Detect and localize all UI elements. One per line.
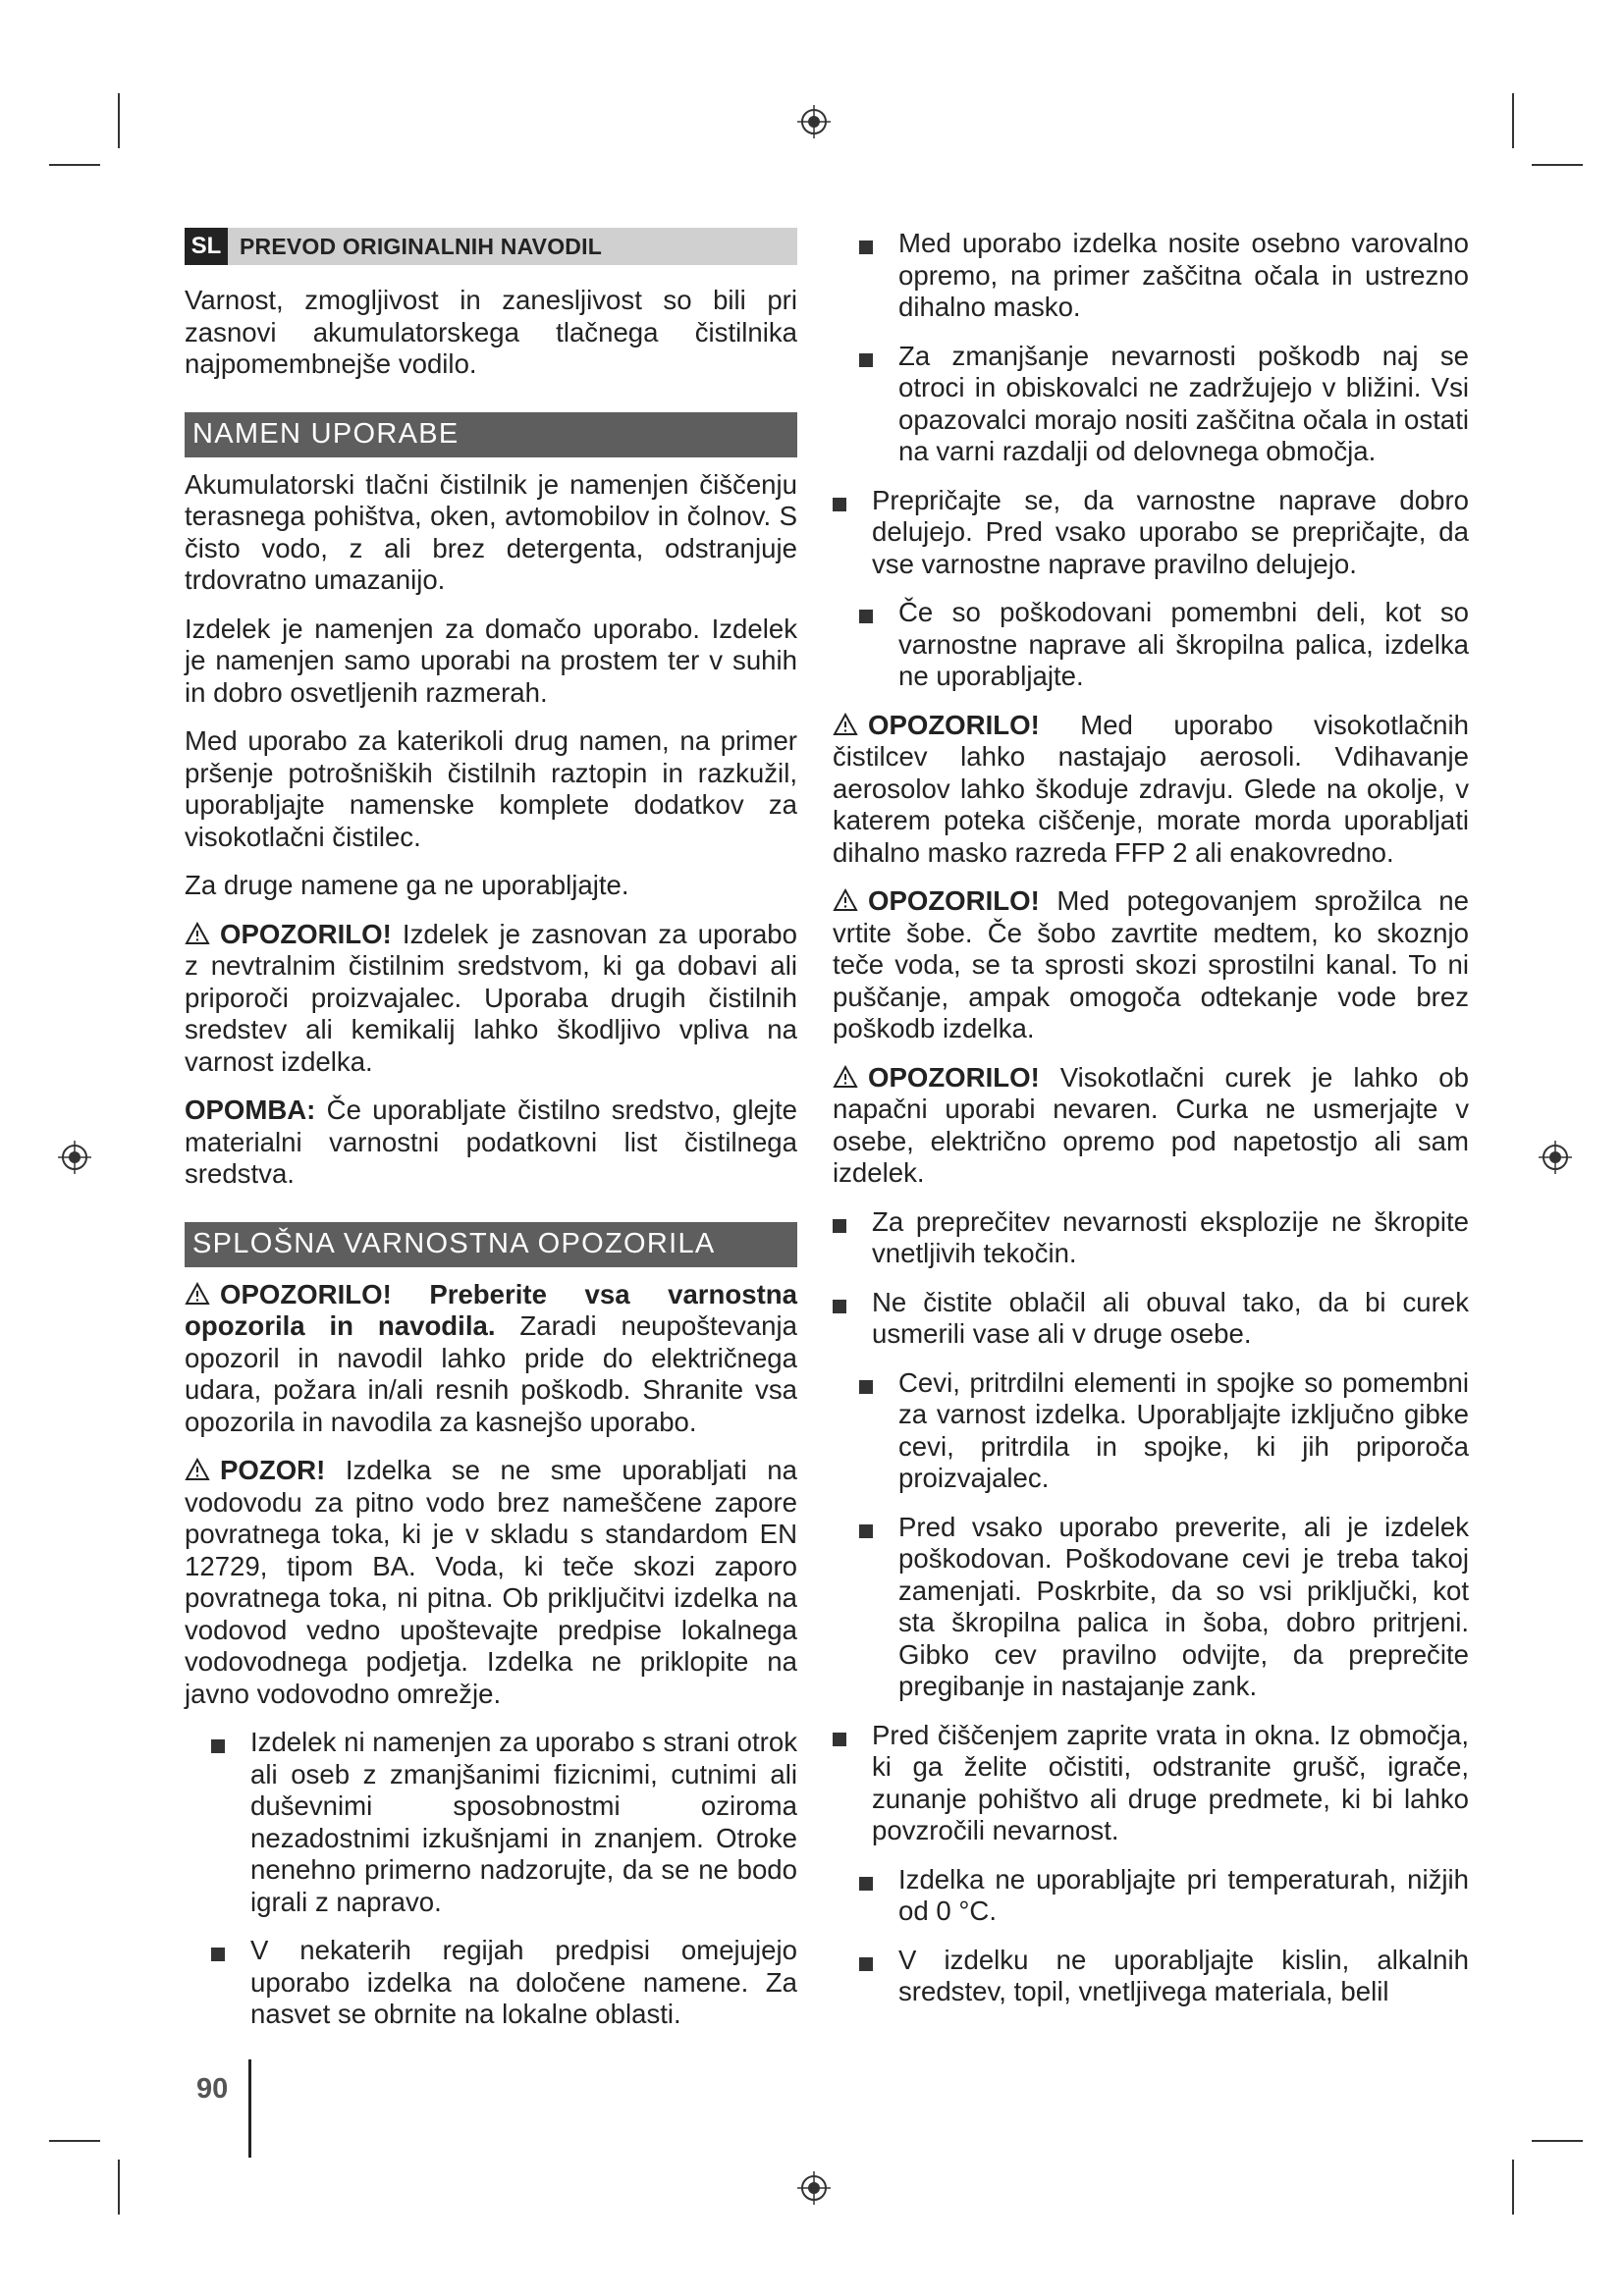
paragraph: Izdelek je namenjen za domačo uporabo. Izdelek je namenjen samo uporabi na prostem ter v suhih in dobro osvetljenih razmerah.: [185, 613, 797, 708]
registration-mark-icon: [795, 2169, 833, 2207]
bullet-text: V nekaterih regijah predpisi omejujejo uporabo izdelka na določene namene. Za nasvet se obrnite na lokalne oblasti.: [250, 1935, 797, 2029]
section-heading: NAMEN UPORABE: [185, 412, 797, 457]
bullet-text: Če so poškodovani pomembni deli, kot so varnostne naprave ali škropilna palica, izdelka ne uporabljajte.: [898, 597, 1469, 691]
caution-label: POZOR!: [220, 1455, 326, 1485]
bullet-text: Cevi, pritrdilni elementi in spojke so pomembni za varnost izdelka. Uporabljajte izključno gibke cevi, pritrdila in spojke, ki jih priporoča proizvajalec.: [898, 1366, 1469, 1493]
bullet-item: [859, 1512, 1469, 1703]
bullet-text: Izdelka ne uporabljajte pri temperaturah, nižjih od 0 °C.: [898, 1863, 1469, 1926]
warning-triangle-icon: [833, 713, 858, 736]
caution-paragraph: [185, 1455, 797, 1710]
registration-mark-icon: [1537, 1139, 1574, 1176]
paragraph: Za druge namene ga ne uporabljajte.: [185, 870, 629, 900]
bullet-text: V izdelku ne uporabljajte kislin, alkalnih sredstev, topil, vnetljivega materiala, belil: [898, 1944, 1469, 2006]
bullet-item: [859, 1367, 1469, 1495]
crop-mark: [118, 93, 120, 148]
bullet-item: [859, 228, 1469, 324]
bullet-item: [833, 1720, 1469, 1847]
warning-label: OPOZORILO! Preberite vsa varnostna opozorila in navodila.: [185, 1278, 797, 1341]
bullet-square-icon: [859, 1877, 873, 1891]
warning-triangle-icon: [185, 1282, 210, 1306]
warning-paragraph: [185, 919, 797, 1079]
crop-mark: [1512, 2160, 1514, 2215]
bullet-item: [833, 1206, 1469, 1270]
crop-mark: [118, 2160, 120, 2215]
left-column: [185, 228, 797, 2048]
bullet-square-icon: [833, 1219, 846, 1233]
language-header: [185, 228, 797, 265]
bullet-square-icon: [833, 1733, 846, 1746]
warning-text: Visokotlačni curek je lahko ob napačni uporabi nevaren. Curka ne usmerjajte v osebe, električno opremo pod napetostjo ali sam izdelek.: [833, 1061, 1469, 1188]
warning-label: OPOZORILO!: [868, 1061, 1040, 1093]
intro-paragraph: Varnost, zmogljivost in zanesljivost so bili pri zasnovi akumulatorskega tlačnega čistilnika najpomembnejše vodilo.: [185, 285, 797, 379]
crop-mark: [49, 2140, 100, 2142]
crop-mark: [1532, 164, 1583, 166]
language-code: SL: [185, 228, 228, 265]
note-label: OPOMBA:: [185, 1095, 316, 1125]
bullet-text: Ne čistite oblačil ali obuval tako, da bi curek usmerili vase ali v druge osebe.: [872, 1286, 1469, 1349]
bullet-text: Prepričajte se, da varnostne naprave dobro delujejo. Pred vsako uporabo se prepričajte, da vse varnostne naprave pravilno delujejo.: [872, 484, 1469, 579]
document-title: PREVOD ORIGINALNIH NAVODIL: [240, 233, 602, 259]
bullet-text: Pred vsako uporabo preverite, ali je izdelek poškodovan. Poškodovane cevi je treba takoj zamenjati. Poskrbite, da so vsi priključki, kot sta škropilna palica in šoba, dobro pritrjeni. Gibko cev pravilno odvijte, da preprečite pregibanje in nastajanje zank.: [898, 1511, 1469, 1701]
bullet-text: Za zmanjšanje nevarnosti poškodb naj se otroci in obiskovalci ne zadržujejo v bližini. Vsi opazovalci morajo nositi zaščitna očala in ostati na varni razdalji od delovnega območja.: [898, 340, 1469, 466]
bullet-square-icon: [859, 610, 873, 623]
warning-paragraph: [185, 1279, 797, 1439]
bullet-item: [211, 1935, 797, 2031]
warning-label: OPOZORILO!: [868, 709, 1040, 740]
crop-mark: [49, 164, 100, 166]
warning-text: Izdelek je zasnovan za uporabo z nevtralnim čistilnim sredstvom, ki ga dobavi ali priporoči proizvajalec. Uporaba drugih čistilnih sredstev ali kemikalij lahko škodljivo vpliva na varnost izdelka.: [185, 918, 797, 1077]
bullet-square-icon: [211, 1948, 225, 1961]
bullet-item: [833, 1287, 1469, 1351]
bullet-item: [859, 341, 1469, 468]
note-paragraph: [185, 1095, 797, 1191]
bullet-item: [859, 1945, 1469, 2008]
paragraph: Akumulatorski tlačni čistilnik je namenjen čiščenju terasnega pohištva, oken, avtomobilov in čolnov. S čisto vodo, z ali brez detergenta, odstranjuje trdovratno umazanijo.: [185, 468, 797, 595]
bullet-text: Izdelek ni namenjen za uporabo s strani otrok ali oseb z zmanjšanimi fizicnimi, cutnimi ali duševnimi sposobnostmi oziroma nezadostnimi izkušnjami in znanjem. Otroke nenehno primerno nadzorujte, da se ne bodo igrali z napravo.: [250, 1727, 797, 1917]
bullet-text: Med uporabo izdelka nosite osebno varovalno opremo, na primer zaščitna očala in ustrezno dihalno masko.: [898, 228, 1469, 322]
bullet-square-icon: [211, 1739, 225, 1753]
bullet-square-icon: [859, 353, 873, 367]
bullet-square-icon: [859, 1380, 873, 1394]
crop-mark: [1532, 2140, 1583, 2142]
warning-paragraph: [833, 710, 1469, 870]
right-column: [833, 228, 1469, 2025]
warning-text: Med uporabo visokotlačnih čistilcev lahko nastajajo aerosoli. Vdihavanje aerosolov lahko škoduje zdravju. Glede na okolje, v katerem poteka ciščenje, morate morda uporabljati dihalno masko razreda FFP 2 ali enakovredno.: [833, 709, 1469, 868]
bullet-square-icon: [859, 240, 873, 254]
bullet-square-icon: [833, 1300, 846, 1313]
warning-label: OPOZORILO!: [868, 885, 1040, 916]
section-heading: SPLOŠNA VARNOSTNA OPOZORILA: [185, 1222, 797, 1267]
page-number: 90: [196, 2073, 229, 2105]
crop-mark: [1512, 93, 1514, 148]
bullet-item: [211, 1727, 797, 1918]
warning-triangle-icon: [185, 922, 210, 945]
warning-triangle-icon: [833, 1065, 858, 1089]
bullet-square-icon: [833, 498, 846, 511]
bullet-item: [833, 485, 1469, 581]
warning-triangle-icon: [833, 888, 858, 912]
bullet-square-icon: [859, 1957, 873, 1971]
note-text: Če uporabljate čistilno sredstvo, glejte materialni varnostni podatkovni list čistilnega sredstva.: [185, 1095, 797, 1189]
registration-mark-icon: [795, 103, 833, 140]
paragraph: Med uporabo za katerikoli drug namen, na primer pršenje potrošniških čistilnih raztopin in razkužil, uporabljajte namenske komplete dodatkov za visokotlačni čistilec.: [185, 725, 797, 852]
page-number-divider: [248, 2059, 251, 2158]
bullet-text: Za preprečitev nevarnosti eksplozije ne škropite vnetljivih tekočin.: [872, 1205, 1469, 1268]
warning-text: Zaradi neupoštevanja opozoril in navodil lahko pride do električnega udara, požara in/ali resnih poškodb. Shranite vsa opozorila in navodila za kasnejšo uporabo.: [185, 1310, 797, 1437]
warning-triangle-icon: [185, 1458, 210, 1481]
warning-label: OPOZORILO!: [220, 918, 392, 949]
warning-paragraph: [833, 1062, 1469, 1190]
warning-paragraph: [833, 885, 1469, 1045]
registration-mark-icon: [56, 1139, 93, 1176]
warning-text: Med potegovanjem sprožilca ne vrtite šobe. Če šobo zavrtite medtem, ko skoznjo teče voda, se ta sprosti skozi sprostilni kanal. To ni puščanje, ampak omogoča odtekanje vode brez poškodb izdelka.: [833, 885, 1469, 1043]
caution-text: Izdelka se ne sme uporabljati na vodovodu za pitno vodo brez nameščene zapore povratnega toka, ki je v skladu s standardom EN 12729, tipom BA. Voda, ki teče skozi zaporo povratnega toka, ni pitna. Ob priključitvi izdelka na vodovod vedno upoštevajte predpise lokalnega vodovodnega podjetja. Izdelka ne priklopite na javno vodovodno omrežje.: [185, 1455, 797, 1709]
bullet-item: [859, 597, 1469, 693]
bullet-text: Pred čiščenjem zaprite vrata in okna. Iz območja, ki ga želite očistiti, odstranite grušč, igrače, zunanje pohištvo ali druge predmete, ki bi lahko povzročili nevarnost.: [872, 1719, 1469, 1845]
bullet-item: [859, 1864, 1469, 1928]
bullet-square-icon: [859, 1524, 873, 1538]
